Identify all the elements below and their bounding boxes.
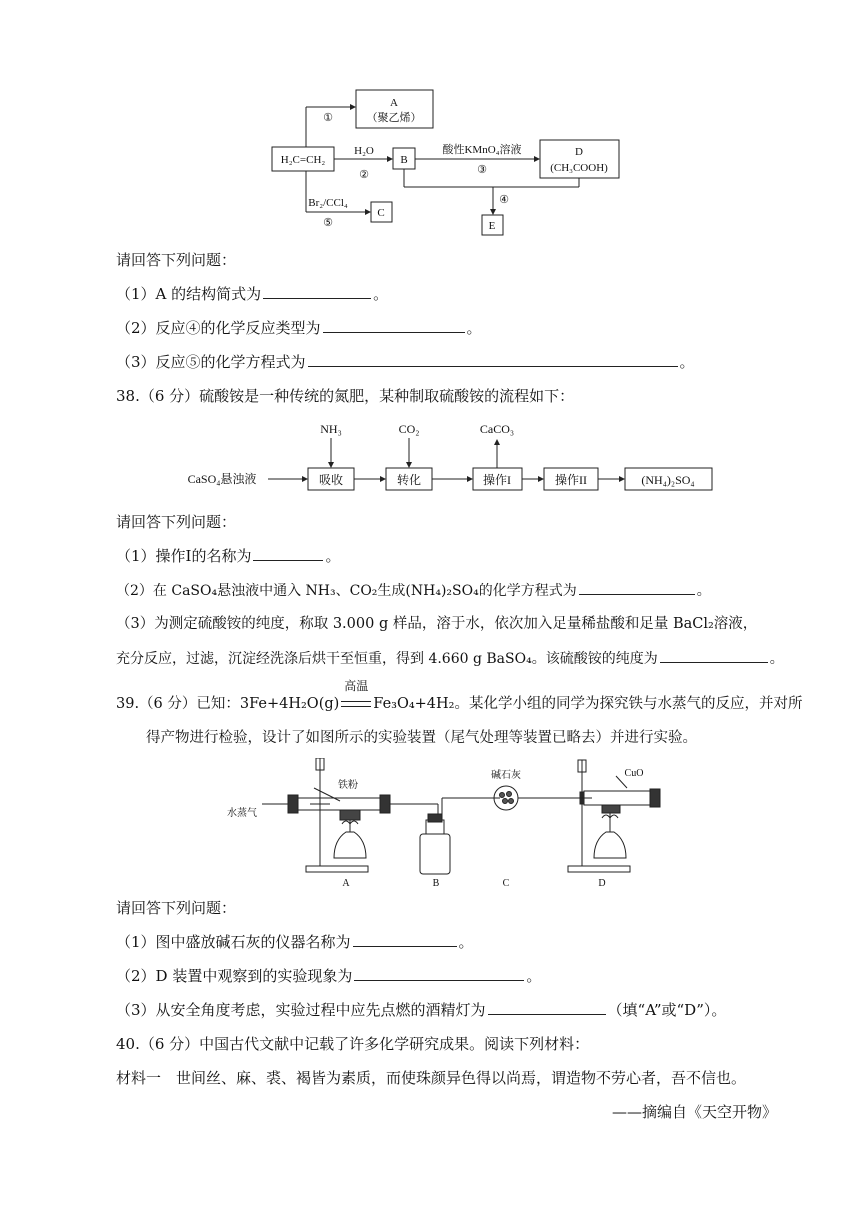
node-a-name: （聚乙烯） (366, 112, 422, 124)
label-c: C (502, 878, 510, 889)
q37-item2 (116, 318, 482, 338)
reaction-1-label: ① (323, 112, 333, 124)
q39-item3-tail: （填“A”或“D”）。 (607, 1001, 727, 1019)
q37-item1-text: （1）A 的结构简式为 (116, 285, 262, 303)
flow-start-label: CaSO₄悬浊液 (187, 472, 257, 486)
q39-item3 (116, 1000, 726, 1020)
node-start-label: H₂C=CH₂ (280, 154, 326, 166)
answer-blank[interactable] (353, 932, 457, 947)
q39-equation-right: Fe₃O₄+4H₂。某化学小组的同学为探究铁与水蒸气的反应，并对所 (373, 696, 803, 712)
node-d-formula: (CH₃COOH) (550, 162, 608, 174)
q37-item1 (116, 284, 388, 304)
q38-item1 (116, 546, 341, 566)
flow-step-op1: 操作I (483, 473, 511, 487)
q38-item3-line2 (116, 648, 784, 669)
q39-header-line2: 得产物进行检验，设计了如图所示的实验装置（尾气处理等装置已略去）并进行实验。 (146, 730, 697, 746)
q40-source: ——摘编自《天空开物》 (612, 1103, 778, 1121)
label-a: A (342, 878, 350, 889)
q39-equation-left: 39.（6 分）已知：3Fe+4H₂O(g) (116, 696, 340, 712)
q38-prompt: 请回答下列问题： (116, 513, 237, 531)
answer-blank[interactable] (263, 284, 371, 299)
q40-header: 40.（6 分）中国古代文献中记载了许多化学研究成果。阅读下列材料： (116, 1035, 590, 1053)
q38-item2-text: （2）在 CaSO₄悬浊液中通入 NH₃、CO₂生成(NH₄)₂SO₄的化学方程式为 (116, 583, 577, 599)
flow-input-nh3: NH₃ (320, 422, 342, 436)
node-b-label: B (400, 154, 408, 166)
period: 。 (696, 583, 711, 599)
flow-output-caco3: CaCO₃ (479, 422, 515, 436)
iron-steam-apparatus-diagram (222, 758, 682, 890)
answer-blank[interactable] (354, 966, 524, 981)
label-soda-lime: 碱石灰 (491, 770, 521, 781)
answer-blank[interactable] (308, 352, 678, 367)
q38-item1-text: （1）操作Ⅰ的名称为 (116, 547, 252, 565)
q39-item2 (116, 966, 541, 986)
reagent-br2-label: Br₂/CCl₄ (308, 197, 348, 209)
answer-blank[interactable] (323, 318, 465, 333)
period: 。 (458, 933, 474, 951)
q39-item1-text: （1）图中盛放碱石灰的仪器名称为 (116, 933, 351, 951)
flow-input-co2: CO₂ (398, 422, 420, 436)
ammonium-sulfate-flow-diagram (180, 418, 720, 500)
period: 。 (679, 353, 695, 371)
q39-item1 (116, 932, 474, 952)
ethylene-reaction-diagram (260, 85, 630, 240)
answer-blank[interactable] (253, 546, 323, 561)
q38-item3-text: 充分反应，过滤，沉淀经洗涤后烘干至恒重，得到 4.660 g BaSO₄。该硫酸铵的纯度为 (116, 651, 658, 667)
period: 。 (373, 285, 389, 303)
node-a-label: A (390, 97, 398, 109)
q39-header (116, 679, 803, 714)
q37-item3 (116, 352, 695, 372)
q39-prompt: 请回答下列问题： (116, 899, 237, 917)
reaction-condition (341, 679, 371, 714)
flow-step-absorb: 吸收 (318, 473, 344, 487)
reaction-4-label: ④ (499, 194, 509, 206)
reagent-h2o-label: H₂O (354, 145, 374, 157)
label-cuo: CuO (624, 768, 644, 779)
q37-item3-text: （3）反应⑤的化学方程式为 (116, 353, 306, 371)
label-d: D (598, 878, 606, 889)
q38-item3-line1: （3）为测定硫酸铵的纯度，称取 3.000 g 样品，溶于水，依次加入足量稀盐酸和足量 BaCl₂溶液， (116, 616, 758, 632)
period: 。 (466, 319, 482, 337)
answer-blank[interactable] (660, 648, 768, 663)
flow-end-label: (NH₄)₂SO₄ (641, 473, 695, 487)
period: 。 (526, 967, 542, 985)
q38-header: 38.（6 分）硫酸铵是一种传统的氮肥，某种制取硫酸铵的流程如下： (116, 387, 575, 405)
q39-item3-text: （3）从安全角度考虑，实验过程中应先点燃的酒精灯为 (116, 1001, 486, 1019)
q40-material: 材料一 世间丝、麻、裘、褐皆为素质，而使珠颜异色得以尚焉，谓造物不劳心者，吾不信也。 (116, 1069, 747, 1087)
equals-sign (341, 701, 371, 707)
node-d-label: D (575, 146, 583, 158)
q37-item2-text: （2）反应④的化学反应类型为 (116, 319, 321, 337)
q37-prompt: 请回答下列问题： (116, 251, 237, 269)
condition-high-temp: 高温 (344, 679, 369, 693)
reaction-2-label: ② (359, 169, 369, 181)
answer-blank[interactable] (488, 1000, 606, 1015)
answer-blank[interactable] (579, 580, 695, 595)
label-steam: 水蒸气 (227, 808, 257, 819)
node-c-label: C (377, 207, 385, 219)
period: 。 (769, 651, 784, 667)
flow-step-convert: 转化 (396, 473, 422, 487)
node-e-label: E (488, 220, 496, 232)
q38-item2 (116, 580, 711, 601)
reaction-3-label: ③ (477, 164, 487, 176)
label-b: B (432, 878, 440, 889)
flow-step-op2: 操作II (555, 473, 587, 487)
label-iron-powder: 铁粉 (338, 780, 358, 791)
reaction-5-label: ⑤ (323, 217, 333, 229)
reagent-kmno4-label: 酸性KMnO₄溶液 (442, 144, 522, 156)
period: 。 (325, 547, 341, 565)
q39-item2-text: （2）D 装置中观察到的实验现象为 (116, 967, 353, 985)
